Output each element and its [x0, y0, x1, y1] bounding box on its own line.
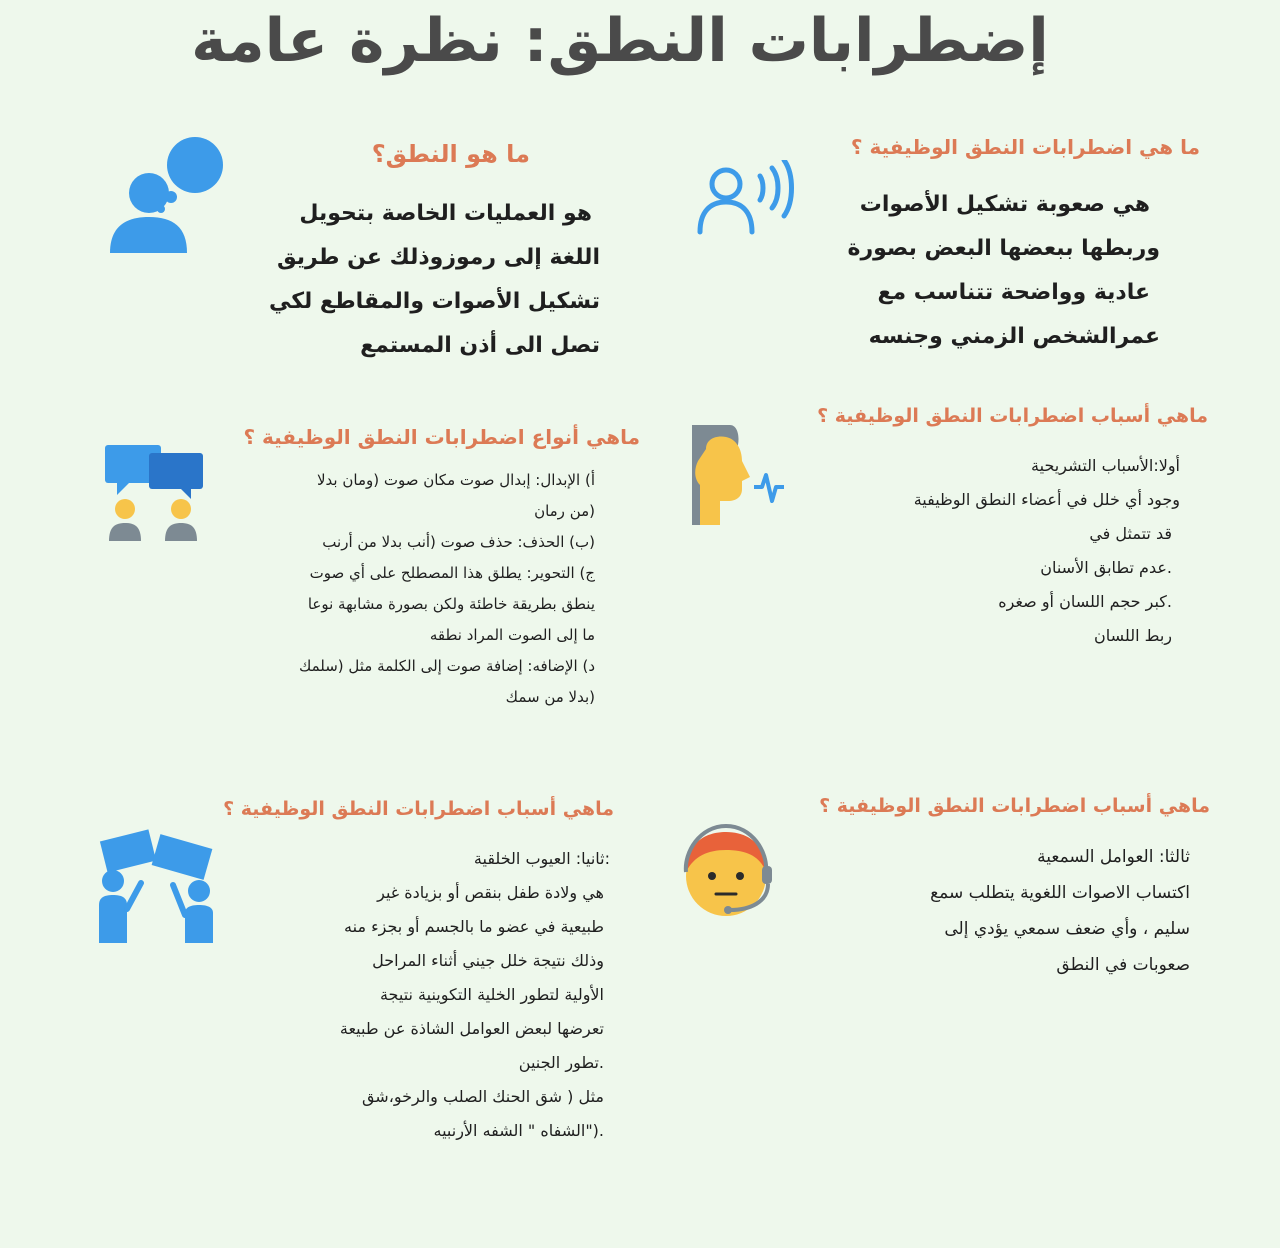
page-title: إضطرابات النطق: نظرة عامة [191, 6, 1049, 76]
text-line: .تطور الجنين [518, 1053, 604, 1072]
text-line: :ثانيا: العيوب الخلقية [473, 849, 610, 868]
text-line: .("الشفاه " الشفه الأرنبيه [433, 1121, 604, 1140]
headset-agent-icon [680, 822, 780, 922]
text-line: اللغة إلى رموزوذلك عن طريق [276, 245, 600, 270]
text-line: ج) التحوير: يطلق هذا المصطلح على أي صوت [309, 564, 595, 582]
text-line: اكتساب الاصوات اللغوية يتطلب سمع [930, 883, 1190, 903]
text-line: ما إلى الصوت المراد نطقه [429, 626, 595, 644]
conversation-icon [105, 445, 205, 545]
text-line: ينطق بطريقة خاطئة ولكن بصورة مشابهة نوعا [307, 595, 595, 613]
text-line: د) الإضافه: إضافة صوت إلى الكلمة مثل (سلمك [298, 657, 595, 675]
section-question: ما هو النطق؟ [371, 140, 530, 168]
text-line: سليم ، وأي ضعف سمعي يؤدي إلى [944, 919, 1190, 939]
voice-recognition-icon [690, 160, 800, 240]
text-line: أ) الإبدال: إبدال صوت مكان صوت (ومان بدلا [316, 471, 595, 489]
text-line: (بدلا من سمك [505, 688, 595, 706]
section-what-are-disorders [830, 135, 1210, 359]
text-line: (ب) الحذف: حذف صوت (أنب بدلا من أرنب [322, 533, 595, 551]
text-line: صعوبات في النطق [1056, 955, 1190, 975]
section-question: ماهي أسباب اضطرابات النطق الوظيفية ؟ [817, 405, 1208, 427]
section-body [830, 839, 1220, 983]
section-body [830, 183, 1210, 359]
speaking-head-icon [690, 425, 790, 525]
text-line: عادية وواضحة تتناسب مع [877, 280, 1150, 305]
text-line: تعرضها لبعض العوامل الشاذة عن طبيعة [339, 1019, 604, 1038]
text-line: .كبر حجم اللسان أو صغره [998, 592, 1172, 611]
text-line: وجود أي خلل في أعضاء النطق الوظيفية [913, 490, 1180, 509]
text-line: ثالثا: العوامل السمعية [1037, 847, 1190, 867]
section-causes-hearing [819, 795, 1220, 983]
section-causes-anatomical [817, 405, 1210, 653]
text-line: (من رمان [534, 502, 595, 520]
text-line: أولا:الأسباب التشريحية [1031, 456, 1180, 475]
text-line: الأولية لتطور الخلية التكوينية نتيجة [379, 985, 604, 1004]
section-body [250, 192, 600, 368]
section-question: ماهي أسباب اضطرابات النطق الوظيفية ؟ [223, 798, 614, 820]
text-line: قد تتمثل في [1089, 524, 1172, 543]
section-what-is-speech [250, 140, 600, 368]
text-line: ربط اللسان [1094, 626, 1172, 645]
text-line: تصل الى أذن المستمع [360, 333, 600, 358]
text-line: مثل ( شق الحنك الصلب والرخو،شق [361, 1087, 604, 1106]
text-line: طبيعية في عضو ما بالجسم أو بجزء منه [344, 917, 604, 936]
text-line: هو العمليات الخاصة بتحويل [299, 201, 592, 226]
text-line: تشكيل الأصوات والمقاطع لكي [268, 289, 600, 314]
thinking-person-icon [105, 135, 235, 255]
section-question: ماهي أسباب اضطرابات النطق الوظيفية ؟ [819, 795, 1210, 817]
section-causes-congenital [223, 798, 620, 1148]
text-line: عمرالشخص الزمني وجنسه [868, 324, 1160, 349]
section-body [230, 842, 620, 1148]
section-types [240, 425, 640, 713]
people-with-signs-icon [95, 825, 220, 945]
section-question: ماهي أنواع اضطرابات النطق الوظيفية ؟ [243, 425, 640, 449]
text-line: وذلك نتيجة خلل جيني أثناء المراحل [372, 951, 604, 970]
text-line: هي صعوبة تشكيل الأصوات [859, 192, 1150, 217]
text-line: هي ولادة طفل بنقص أو بزيادة غير [377, 883, 604, 902]
text-line: وربطها ببعضها البعض بصورة [847, 236, 1160, 261]
section-body [830, 449, 1210, 653]
section-body [240, 465, 640, 713]
section-question: ما هي اضطرابات النطق الوظيفية ؟ [850, 135, 1200, 159]
text-line: .عدم تطابق الأسنان [1040, 558, 1172, 577]
